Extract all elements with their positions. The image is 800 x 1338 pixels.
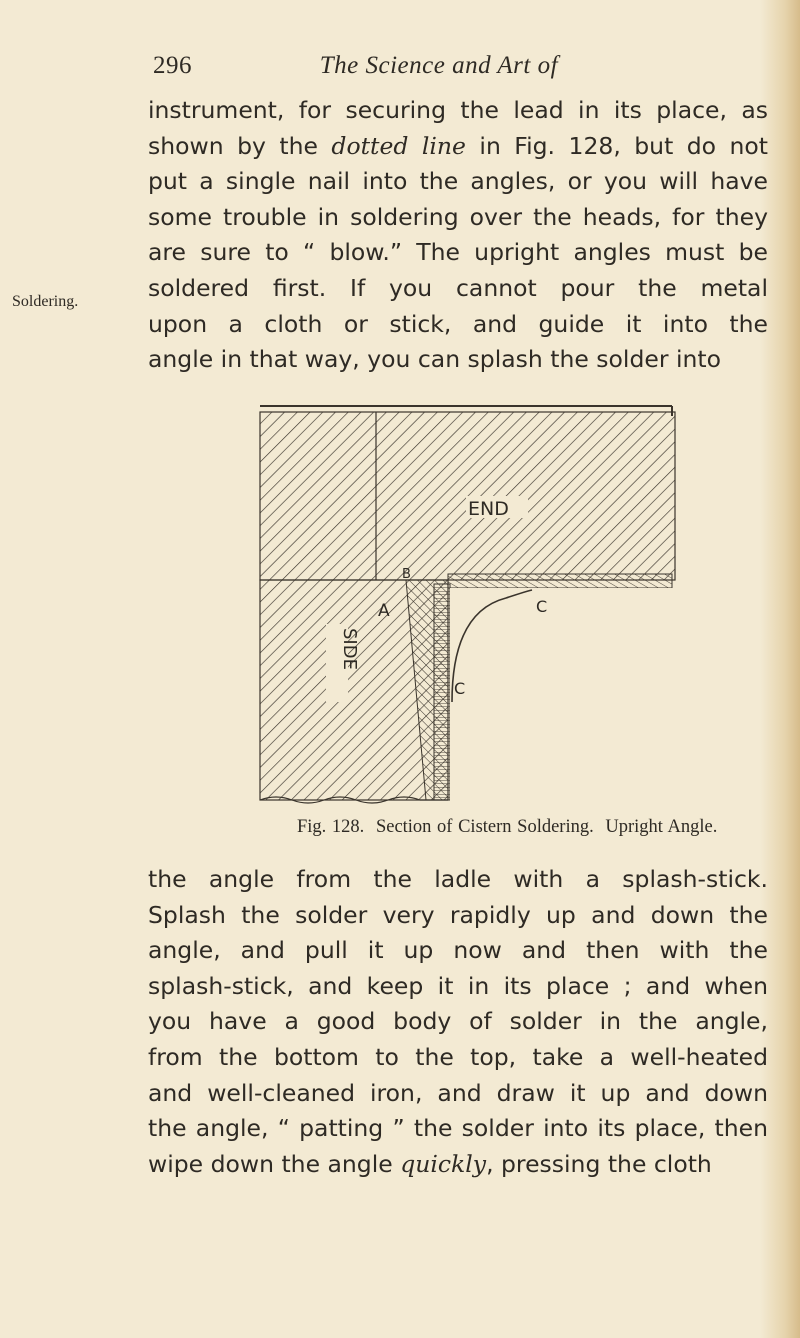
label-a: A bbox=[378, 601, 390, 621]
label-side: SIDE bbox=[339, 628, 360, 670]
page-number: 296 bbox=[153, 52, 192, 79]
label-c-top: C bbox=[536, 597, 548, 616]
text-line: the angle from the ladle with a splash-stick. bbox=[148, 865, 768, 893]
text-line: the angle, “ patting ” the solder into its place, then bbox=[148, 1114, 768, 1143]
text-line: wipe down the angle quickly, pressing the cloth bbox=[148, 1149, 712, 1178]
cistern-soldering-figure bbox=[256, 402, 680, 812]
text-line: put a single nail into the angles, or you will have bbox=[148, 167, 768, 196]
label-end: END bbox=[468, 498, 509, 520]
text-line: splash-stick, and keep it in its place ; and when bbox=[148, 971, 768, 1000]
text-line: you have a good body of solder in the angle, bbox=[148, 1007, 768, 1036]
text-line: angle, and pull it up now and then with the bbox=[148, 936, 768, 965]
text-line: shown by the dotted line in Fig. 128, but do not bbox=[148, 131, 768, 160]
running-head bbox=[153, 52, 558, 80]
end-lead-sheet bbox=[448, 574, 672, 588]
caption-subtitle: Upright Angle. bbox=[605, 817, 718, 837]
label-b: B bbox=[402, 567, 411, 582]
figure-caption bbox=[297, 817, 723, 838]
running-title: The Science and Art of bbox=[319, 52, 559, 79]
italic-text: quickly bbox=[400, 1149, 487, 1178]
text-line: soldered first. If you cannot pour the metal bbox=[148, 273, 768, 302]
text-line: are sure to “ blow.” The upright angles must be bbox=[148, 238, 768, 267]
text-line: from the bottom to the top, take a well-heated bbox=[148, 1042, 768, 1071]
caption-fig: Fig. 128. bbox=[297, 817, 365, 837]
text-line: angle in that way, you can splash the solder into bbox=[148, 345, 721, 374]
text-line: Splash the solder very rapidly up and down the bbox=[148, 900, 768, 929]
italic-text: dotted line bbox=[331, 131, 466, 160]
paragraph-top bbox=[148, 93, 768, 378]
text-line: and well-cleaned iron, and draw it up and down bbox=[148, 1078, 768, 1107]
caption-title: Section of Cistern Soldering. bbox=[375, 817, 594, 837]
text-line: upon a cloth or stick, and guide it into the bbox=[148, 309, 768, 338]
text-line: instrument, for securing the lead in its place, as bbox=[148, 96, 768, 124]
text-line: some trouble in soldering over the heads, for they bbox=[148, 202, 768, 231]
label-c-side: C bbox=[454, 679, 466, 698]
margin-note: Soldering. bbox=[12, 293, 79, 310]
paragraph-bottom bbox=[148, 862, 768, 1182]
